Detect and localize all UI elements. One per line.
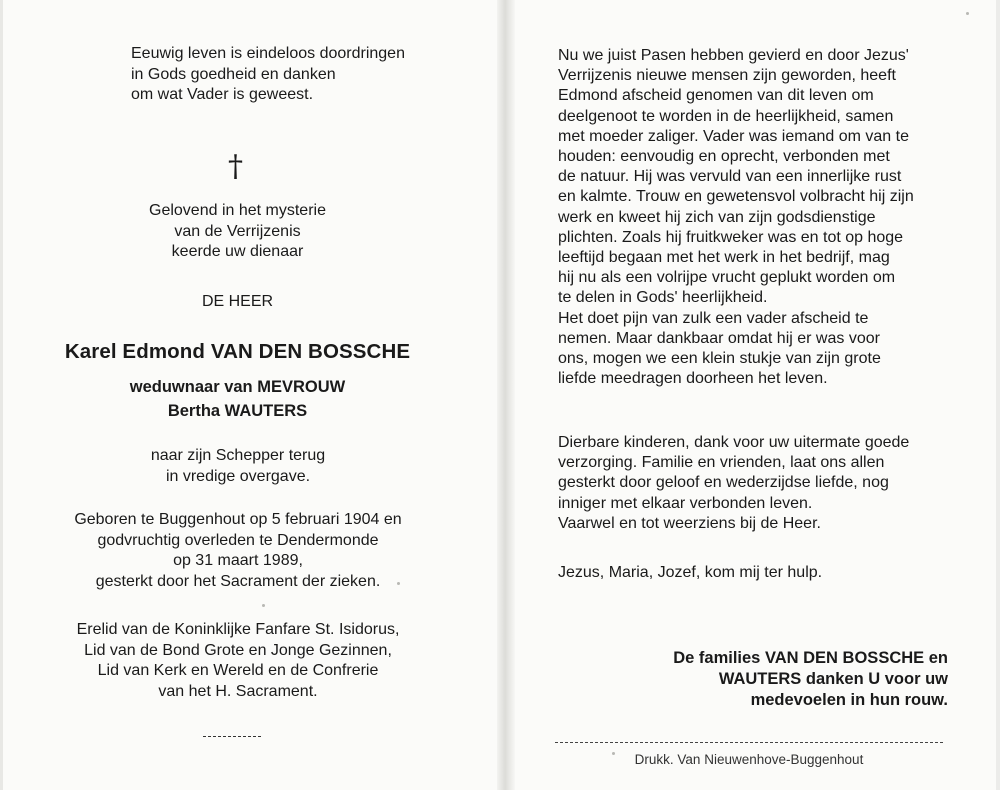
birth-line: Geboren te Buggenhout op 5 februari 1904 en bbox=[74, 511, 402, 528]
return-line: in vredige overgave. bbox=[165, 467, 311, 485]
text-line: gesterkt door geloof en wederzijdse liefde, nog bbox=[558, 474, 889, 492]
membership-line: Lid van de Bond Grote en Jonge Gezinnen, bbox=[84, 641, 392, 659]
faith-line: keerde uw dienaar bbox=[171, 243, 304, 260]
text-line: Het doet pijn van zulk een vader afscheid te bbox=[558, 309, 869, 327]
divider bbox=[555, 742, 943, 743]
right-page bbox=[515, 0, 1000, 790]
memberships bbox=[22, 620, 454, 702]
widower-of bbox=[30, 375, 445, 423]
paper-speck bbox=[262, 604, 265, 607]
opening-verse bbox=[131, 44, 471, 106]
membership-line: van het H. Sacrament. bbox=[158, 682, 318, 700]
thanks-line: De families VAN DEN BOSSCHE en bbox=[673, 649, 948, 667]
text-line: inniger met elkaar verbonden leven. bbox=[558, 494, 813, 512]
text-line: deelgenoot te worden in de heerlijkheid, samen bbox=[558, 107, 894, 125]
birth-death-details bbox=[22, 510, 454, 592]
faith-verse bbox=[100, 201, 375, 263]
printer-credit: Drukk. Van Nieuwenhove-Buggenhout bbox=[634, 752, 864, 767]
thanks-paragraph bbox=[558, 433, 948, 534]
text-line: nemen. Maar dankbaar omdat hij er was voor bbox=[558, 329, 880, 347]
thanks-line: WAUTERS danken U voor uw bbox=[718, 670, 948, 688]
opening-line: Eeuwig leven is eindeloos doordringen bbox=[131, 45, 405, 62]
membership-line: Lid van Kerk en Wereld en de Confrerie bbox=[97, 662, 379, 679]
paper-speck bbox=[612, 752, 615, 755]
tribute-paragraph bbox=[558, 46, 948, 389]
text-line: leeftijd begaan met het werk in het bedrijf, mag bbox=[558, 249, 890, 267]
text-line: Verrijzenis nieuwe mensen zijn geworden, heeft bbox=[558, 67, 896, 85]
return-verse bbox=[88, 446, 388, 487]
cross-icon: † bbox=[228, 149, 243, 184]
spouse-name: Bertha WAUTERS bbox=[167, 402, 308, 420]
opening-line: in Gods goedheid en danken bbox=[131, 65, 336, 83]
divider bbox=[203, 736, 261, 737]
card-fold bbox=[497, 0, 515, 790]
membership-line: Erelid van de Koninklijke Fanfare St. Isidorus, bbox=[76, 621, 400, 638]
thanks-line: medevoelen in hun rouw. bbox=[750, 691, 948, 709]
return-line: naar zijn Schepper terug bbox=[150, 447, 326, 464]
text-line: te delen in Gods' heerlijkheid. bbox=[558, 289, 768, 307]
death-date: op 31 maart 1989, bbox=[173, 552, 303, 569]
text-line: werk en kweet hij zich van zijn godsdienstige bbox=[558, 208, 876, 226]
text-line: en kalmte. Trouw en gewetensvol volbracht hij zijn bbox=[558, 188, 914, 206]
paper-speck bbox=[966, 12, 969, 15]
text-line: verzorging. Familie en vrienden, laat ons allen bbox=[558, 454, 885, 472]
text-line: hij nu als een volrijpe vrucht geplukt worden om bbox=[558, 269, 896, 287]
text-line: plichten. Zoals hij fruitkweker was en tot op hoge bbox=[558, 228, 904, 246]
text-line: houden: eenvoudig en oprecht, verbonden met bbox=[558, 148, 890, 166]
text-line: Edmond afscheid genomen van dit leven om bbox=[558, 87, 874, 105]
widower-line: weduwnaar van MEVROUW bbox=[129, 378, 346, 396]
paper-speck bbox=[397, 582, 400, 585]
left-page bbox=[0, 0, 497, 790]
text-line: Nu we juist Pasen hebben gevierd en door Jezus' bbox=[558, 47, 909, 64]
deceased-name: Karel Edmond VAN DEN BOSSCHE bbox=[64, 340, 411, 363]
prayer-line: Jezus, Maria, Jozef, kom mij ter hulp. bbox=[558, 564, 823, 581]
faith-line: van de Verrijzenis bbox=[174, 222, 301, 240]
text-line: liefde meedragen doorheen het leven. bbox=[558, 370, 828, 388]
opening-line: om wat Vader is geweest. bbox=[131, 86, 314, 103]
death-line: godvruchtig overleden te Dendermonde bbox=[97, 531, 379, 549]
text-line: de natuur. Hij was vervuld van een innerlijke rust bbox=[558, 168, 902, 186]
text-line: ons, mogen we een klein stukje van zijn grote bbox=[558, 350, 881, 368]
sacrament-line: gesterkt door het Sacrament der zieken. bbox=[95, 572, 381, 590]
family-thanks bbox=[558, 648, 948, 711]
lord-title: DE HEER bbox=[201, 293, 274, 310]
text-line: Dierbare kinderen, dank voor uw uitermate goede bbox=[558, 434, 910, 451]
text-line: met moeder zaliger. Vader was iemand om van te bbox=[558, 127, 909, 145]
text-line: Vaarwel en tot weerziens bij de Heer. bbox=[558, 514, 821, 532]
faith-line: Gelovend in het mysterie bbox=[149, 202, 326, 219]
